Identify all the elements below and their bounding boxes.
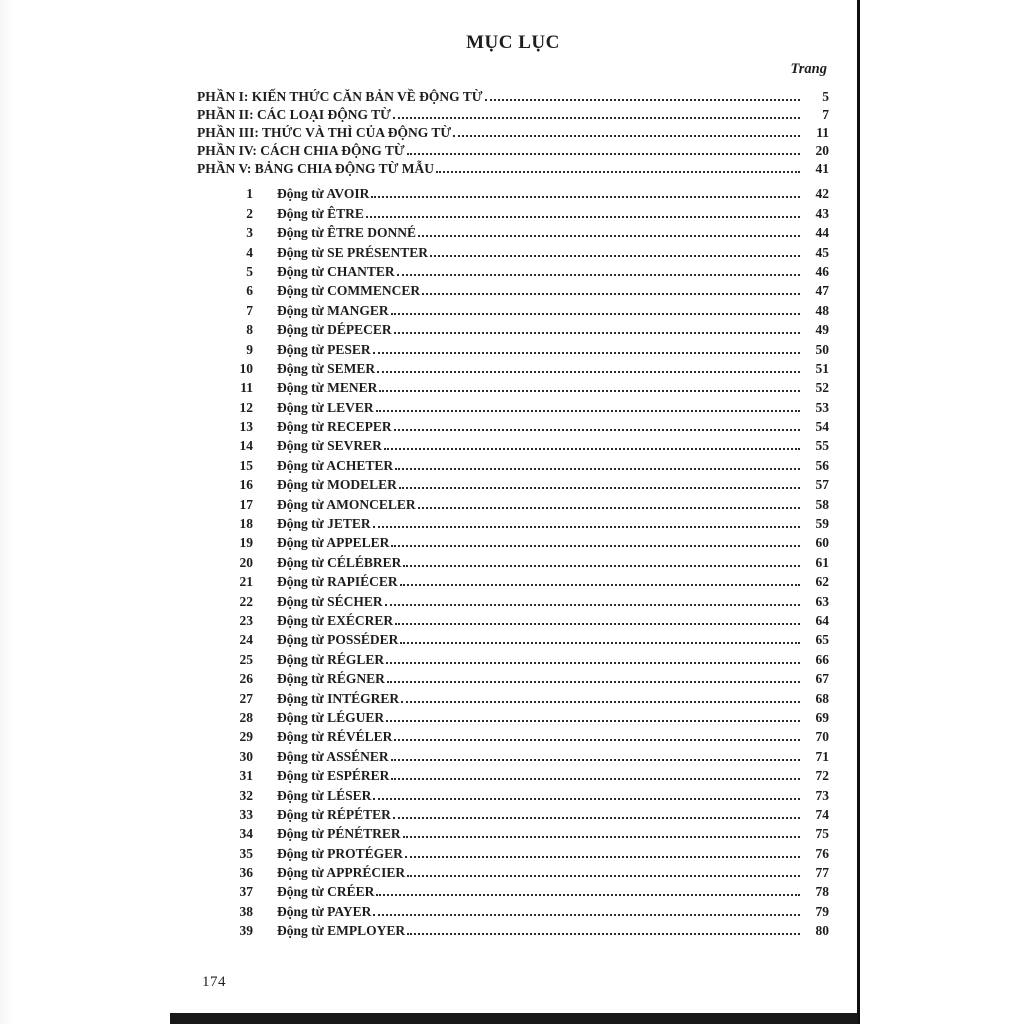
- toc-entry-row: [223, 299, 829, 318]
- toc-entry-row: [223, 416, 829, 435]
- entry-number: 22: [239, 593, 253, 609]
- entry-number: 14: [239, 438, 253, 454]
- entry-number: 32: [239, 787, 253, 803]
- toc-entry-row: [223, 358, 829, 377]
- entry-page-number: 77: [815, 865, 829, 881]
- toc-entry-row: [223, 648, 829, 667]
- section-label: PHẦN V: BẢNG CHIA ĐỘNG TỪ MẪU: [197, 161, 435, 176]
- entry-label: Động từ AVOIR: [277, 186, 370, 202]
- entry-label: Động từ MODELER: [277, 477, 397, 493]
- toc-entry-row: [223, 823, 829, 842]
- entry-label: Động từ ASSÉNER: [277, 748, 389, 764]
- dot-leader: [407, 875, 800, 877]
- entry-label: Động từ ACHETER: [277, 457, 394, 473]
- entry-label: Động từ ÊTRE: [277, 205, 364, 221]
- entry-number: 28: [239, 709, 253, 725]
- dot-leader: [385, 604, 800, 606]
- entry-number: 8: [246, 322, 253, 338]
- entry-label: Động từ JETER: [277, 516, 371, 532]
- entry-number: 4: [246, 244, 253, 260]
- toc-entry-row: [223, 610, 829, 629]
- entry-label: Động từ SE PRÉSENTER: [277, 244, 429, 260]
- toc-entry-row: [223, 881, 829, 900]
- entry-label: Động từ RÉVÉLER: [277, 729, 393, 745]
- dot-leader: [386, 662, 800, 664]
- dot-leader: [373, 352, 800, 354]
- entry-number: 36: [239, 865, 253, 881]
- entry-page-number: 61: [815, 554, 829, 570]
- toc-entry-row: [223, 765, 829, 784]
- entry-label: Động từ PÉNÉTRER: [277, 826, 401, 842]
- dot-leader: [422, 293, 800, 295]
- toc-entry-row: [223, 454, 829, 473]
- dot-leader: [403, 836, 800, 838]
- entry-page-number: 63: [815, 593, 829, 609]
- entry-number: 24: [239, 632, 253, 648]
- entry-label: Động từ APPRÉCIER: [277, 865, 406, 881]
- entry-page-number: 57: [815, 477, 829, 493]
- entry-page-number: 79: [815, 903, 829, 919]
- toc-section-row: [197, 87, 829, 105]
- dot-leader: [391, 313, 800, 315]
- dot-leader: [373, 914, 800, 916]
- toc-entry-row: [223, 590, 829, 609]
- entry-page-number: 67: [815, 671, 829, 687]
- footer-page-number: 174: [202, 974, 226, 990]
- dot-leader: [395, 468, 800, 470]
- entry-page-number: 43: [815, 205, 829, 221]
- entry-number: 29: [239, 729, 253, 745]
- toc-section-row: [197, 123, 829, 141]
- dot-leader: [453, 135, 800, 137]
- dot-leader: [401, 701, 800, 703]
- section-page-number: 5: [822, 89, 829, 104]
- entry-page-number: 73: [815, 787, 829, 803]
- toc-entry-row: [223, 551, 829, 570]
- entry-number: 17: [239, 496, 253, 512]
- entry-page-number: 49: [815, 322, 829, 338]
- section-label: PHẦN III: THỨC VÀ THÌ CỦA ĐỘNG TỪ: [197, 125, 452, 140]
- toc-entry-row: [223, 241, 829, 260]
- dot-leader: [379, 390, 800, 392]
- entry-label: Động từ RÉPÉTER: [277, 806, 391, 822]
- toc-section-row: [197, 105, 829, 123]
- entry-page-number: 48: [815, 302, 829, 318]
- entry-number: 38: [239, 903, 253, 919]
- toc-entry-row: [223, 687, 829, 706]
- dot-leader: [430, 255, 800, 257]
- entry-page-number: 71: [815, 748, 829, 764]
- entry-page-number: 68: [815, 690, 829, 706]
- entry-page-number: 65: [815, 632, 829, 648]
- entry-page-number: 52: [815, 380, 829, 396]
- toc-sections-list: [197, 87, 829, 177]
- entry-label: Động từ LÉSER: [277, 787, 372, 803]
- toc-entries-list: [197, 183, 829, 939]
- dot-leader: [393, 117, 800, 119]
- entry-page-number: 75: [815, 826, 829, 842]
- entry-page-number: 42: [815, 186, 829, 202]
- entry-page-number: 46: [815, 263, 829, 279]
- toc-entry-row: [223, 862, 829, 881]
- toc-entry-row: [223, 513, 829, 532]
- toc-entry-row: [223, 319, 829, 338]
- dot-leader: [377, 371, 800, 373]
- entry-number: 18: [239, 516, 253, 532]
- toc-entry-row: [223, 474, 829, 493]
- entry-label: Động từ EMPLOYER: [277, 923, 406, 939]
- toc-entry-row: [223, 784, 829, 803]
- toc-content: [197, 30, 829, 939]
- dot-leader: [376, 410, 800, 412]
- toc-entry-row: [223, 202, 829, 221]
- entry-number: 2: [246, 205, 253, 221]
- entry-label: Động từ CRÉER: [277, 884, 375, 900]
- entry-number: 35: [239, 845, 253, 861]
- entry-label: Động từ ESPÉRER: [277, 768, 390, 784]
- entry-label: Động từ EXÉCRER: [277, 612, 394, 628]
- entry-label: Động từ SEMER: [277, 360, 376, 376]
- toc-entry-row: [223, 668, 829, 687]
- scan-bottom-bar: [170, 1013, 858, 1024]
- toc-entry-row: [223, 377, 829, 396]
- dot-leader: [394, 739, 800, 741]
- entry-page-number: 64: [815, 612, 829, 628]
- entry-number: 33: [239, 806, 253, 822]
- entry-label: Động từ RÉGNER: [277, 671, 385, 687]
- toc-entry-row: [223, 726, 829, 745]
- toc-entry-row: [223, 435, 829, 454]
- toc-entry-row: [223, 280, 829, 299]
- section-label: PHẦN II: CÁC LOẠI ĐỘNG TỪ: [197, 107, 391, 122]
- entry-page-number: 70: [815, 729, 829, 745]
- entry-number: 6: [246, 283, 253, 299]
- entry-number: 31: [239, 768, 253, 784]
- entry-label: Động từ PROTÉGER: [277, 845, 403, 861]
- entry-number: 1: [246, 186, 253, 202]
- entry-label: Động từ CÉLÉBRER: [277, 554, 402, 570]
- dot-leader: [400, 584, 800, 586]
- toc-entry-row: [223, 804, 829, 823]
- toc-section-row: [197, 141, 829, 159]
- toc-entry-row: [223, 261, 829, 280]
- entry-page-number: 78: [815, 884, 829, 900]
- entry-label: Động từ RAPIÉCER: [277, 574, 398, 590]
- toc-entry-row: [223, 338, 829, 357]
- toc-entry-row: [223, 900, 829, 919]
- entry-number: 34: [239, 826, 253, 842]
- dot-leader: [366, 216, 800, 218]
- entry-page-number: 59: [815, 516, 829, 532]
- entry-page-number: 45: [815, 244, 829, 260]
- dot-leader: [407, 153, 800, 155]
- dot-leader: [391, 545, 800, 547]
- dot-leader: [405, 856, 800, 858]
- dot-leader: [436, 171, 800, 173]
- dot-leader: [373, 798, 800, 800]
- dot-leader: [391, 778, 800, 780]
- entry-number: 27: [239, 690, 253, 706]
- dot-leader: [418, 507, 800, 509]
- entry-number: 11: [240, 380, 253, 396]
- toc-entry-row: [223, 396, 829, 415]
- entry-number: 3: [246, 225, 253, 241]
- entry-label: Động từ COMMENCER: [277, 283, 421, 299]
- entry-page-number: 56: [815, 457, 829, 473]
- section-label: PHẦN I: KIẾN THỨC CĂN BẢN VỀ ĐỘNG TỪ: [197, 89, 483, 104]
- dot-leader: [386, 720, 800, 722]
- toc-entry-row: [223, 707, 829, 726]
- toc-entry-row: [223, 842, 829, 861]
- entry-page-number: 60: [815, 535, 829, 551]
- entry-page-number: 50: [815, 341, 829, 357]
- toc-entry-row: [223, 222, 829, 241]
- entry-number: 10: [239, 360, 253, 376]
- entry-page-number: 51: [815, 360, 829, 376]
- dot-leader: [384, 448, 800, 450]
- entry-label: Động từ LÉGUER: [277, 709, 385, 725]
- entry-label: Động từ MANGER: [277, 302, 389, 318]
- dot-leader: [399, 487, 800, 489]
- dot-leader: [418, 235, 800, 237]
- entry-number: 26: [239, 671, 253, 687]
- entry-page-number: 44: [815, 225, 829, 241]
- entry-label: Động từ PAYER: [277, 903, 372, 919]
- entry-page-number: 80: [815, 923, 829, 939]
- page-column-label: Trang: [790, 61, 827, 77]
- entry-number: 39: [239, 923, 253, 939]
- entry-number: 9: [246, 341, 253, 357]
- entry-page-number: 72: [815, 768, 829, 784]
- dot-leader: [387, 681, 800, 683]
- entry-label: Động từ SÉCHER: [277, 593, 383, 609]
- entry-label: Động từ AMONCELER: [277, 496, 416, 512]
- entry-label: Động từ SEVRER: [277, 438, 382, 454]
- entry-label: Động từ PESER: [277, 341, 371, 357]
- toc-entry-row: [223, 571, 829, 590]
- entry-number: 21: [239, 574, 253, 590]
- entry-page-number: 54: [815, 419, 829, 435]
- dot-leader: [393, 817, 800, 819]
- entry-label: Động từ CHANTER: [277, 263, 395, 279]
- entry-page-number: 58: [815, 496, 829, 512]
- entry-page-number: 66: [815, 651, 829, 667]
- entry-number: 12: [239, 399, 253, 415]
- entry-number: 23: [239, 612, 253, 628]
- entry-number: 25: [239, 651, 253, 667]
- section-page-number: 7: [822, 107, 829, 122]
- entry-page-number: 47: [815, 283, 829, 299]
- dot-leader: [394, 332, 800, 334]
- entry-label: Động từ LEVER: [277, 399, 374, 415]
- dot-leader: [394, 429, 800, 431]
- entry-number: 37: [239, 884, 253, 900]
- dot-leader: [391, 759, 800, 761]
- entry-label: Động từ INTÉGRER: [277, 690, 400, 706]
- entry-page-number: 76: [815, 845, 829, 861]
- scan-vertical-line: [857, 0, 860, 1024]
- dot-leader: [485, 99, 800, 101]
- entry-number: 19: [239, 535, 253, 551]
- toc-entry-row: [223, 629, 829, 648]
- entry-label: Động từ RÉGLER: [277, 651, 385, 667]
- toc-entry-row: [223, 183, 829, 202]
- toc-entry-row: [223, 920, 829, 939]
- dot-leader: [373, 526, 800, 528]
- entry-label: Động từ POSSÉDER: [277, 632, 399, 648]
- dot-leader: [400, 642, 800, 644]
- entry-number: 30: [239, 748, 253, 764]
- toc-entry-row: [223, 532, 829, 551]
- entry-page-number: 62: [815, 574, 829, 590]
- entry-label: Động từ DÉPECER: [277, 322, 392, 338]
- dot-leader: [397, 274, 800, 276]
- entry-page-number: 55: [815, 438, 829, 454]
- entry-label: Động từ RECEPER: [277, 419, 392, 435]
- dot-leader: [407, 933, 800, 935]
- toc-entry-row: [223, 745, 829, 764]
- entry-label: Động từ APPELER: [277, 535, 390, 551]
- entry-page-number: 69: [815, 709, 829, 725]
- section-page-number: 41: [815, 161, 829, 176]
- section-page-number: 11: [816, 125, 829, 140]
- entry-page-number: 53: [815, 399, 829, 415]
- entry-number: 5: [246, 263, 253, 279]
- page-title: MỤC LỤC: [466, 32, 560, 53]
- entry-label: Động từ ÊTRE DONNÉ: [277, 225, 416, 241]
- dot-leader: [371, 196, 800, 198]
- dot-leader: [403, 565, 800, 567]
- toc-section-row: [197, 159, 829, 177]
- dot-leader: [376, 894, 800, 896]
- section-label: PHẦN IV: CÁCH CHIA ĐỘNG TỪ: [197, 143, 405, 158]
- entry-number: 15: [239, 457, 253, 473]
- entry-number: 13: [239, 419, 253, 435]
- entry-page-number: 74: [815, 806, 829, 822]
- entry-number: 16: [239, 477, 253, 493]
- entry-number: 7: [246, 302, 253, 318]
- section-page-number: 20: [815, 143, 829, 158]
- toc-entry-row: [223, 493, 829, 512]
- dot-leader: [395, 623, 800, 625]
- entry-number: 20: [239, 554, 253, 570]
- entry-label: Động từ MENER: [277, 380, 378, 396]
